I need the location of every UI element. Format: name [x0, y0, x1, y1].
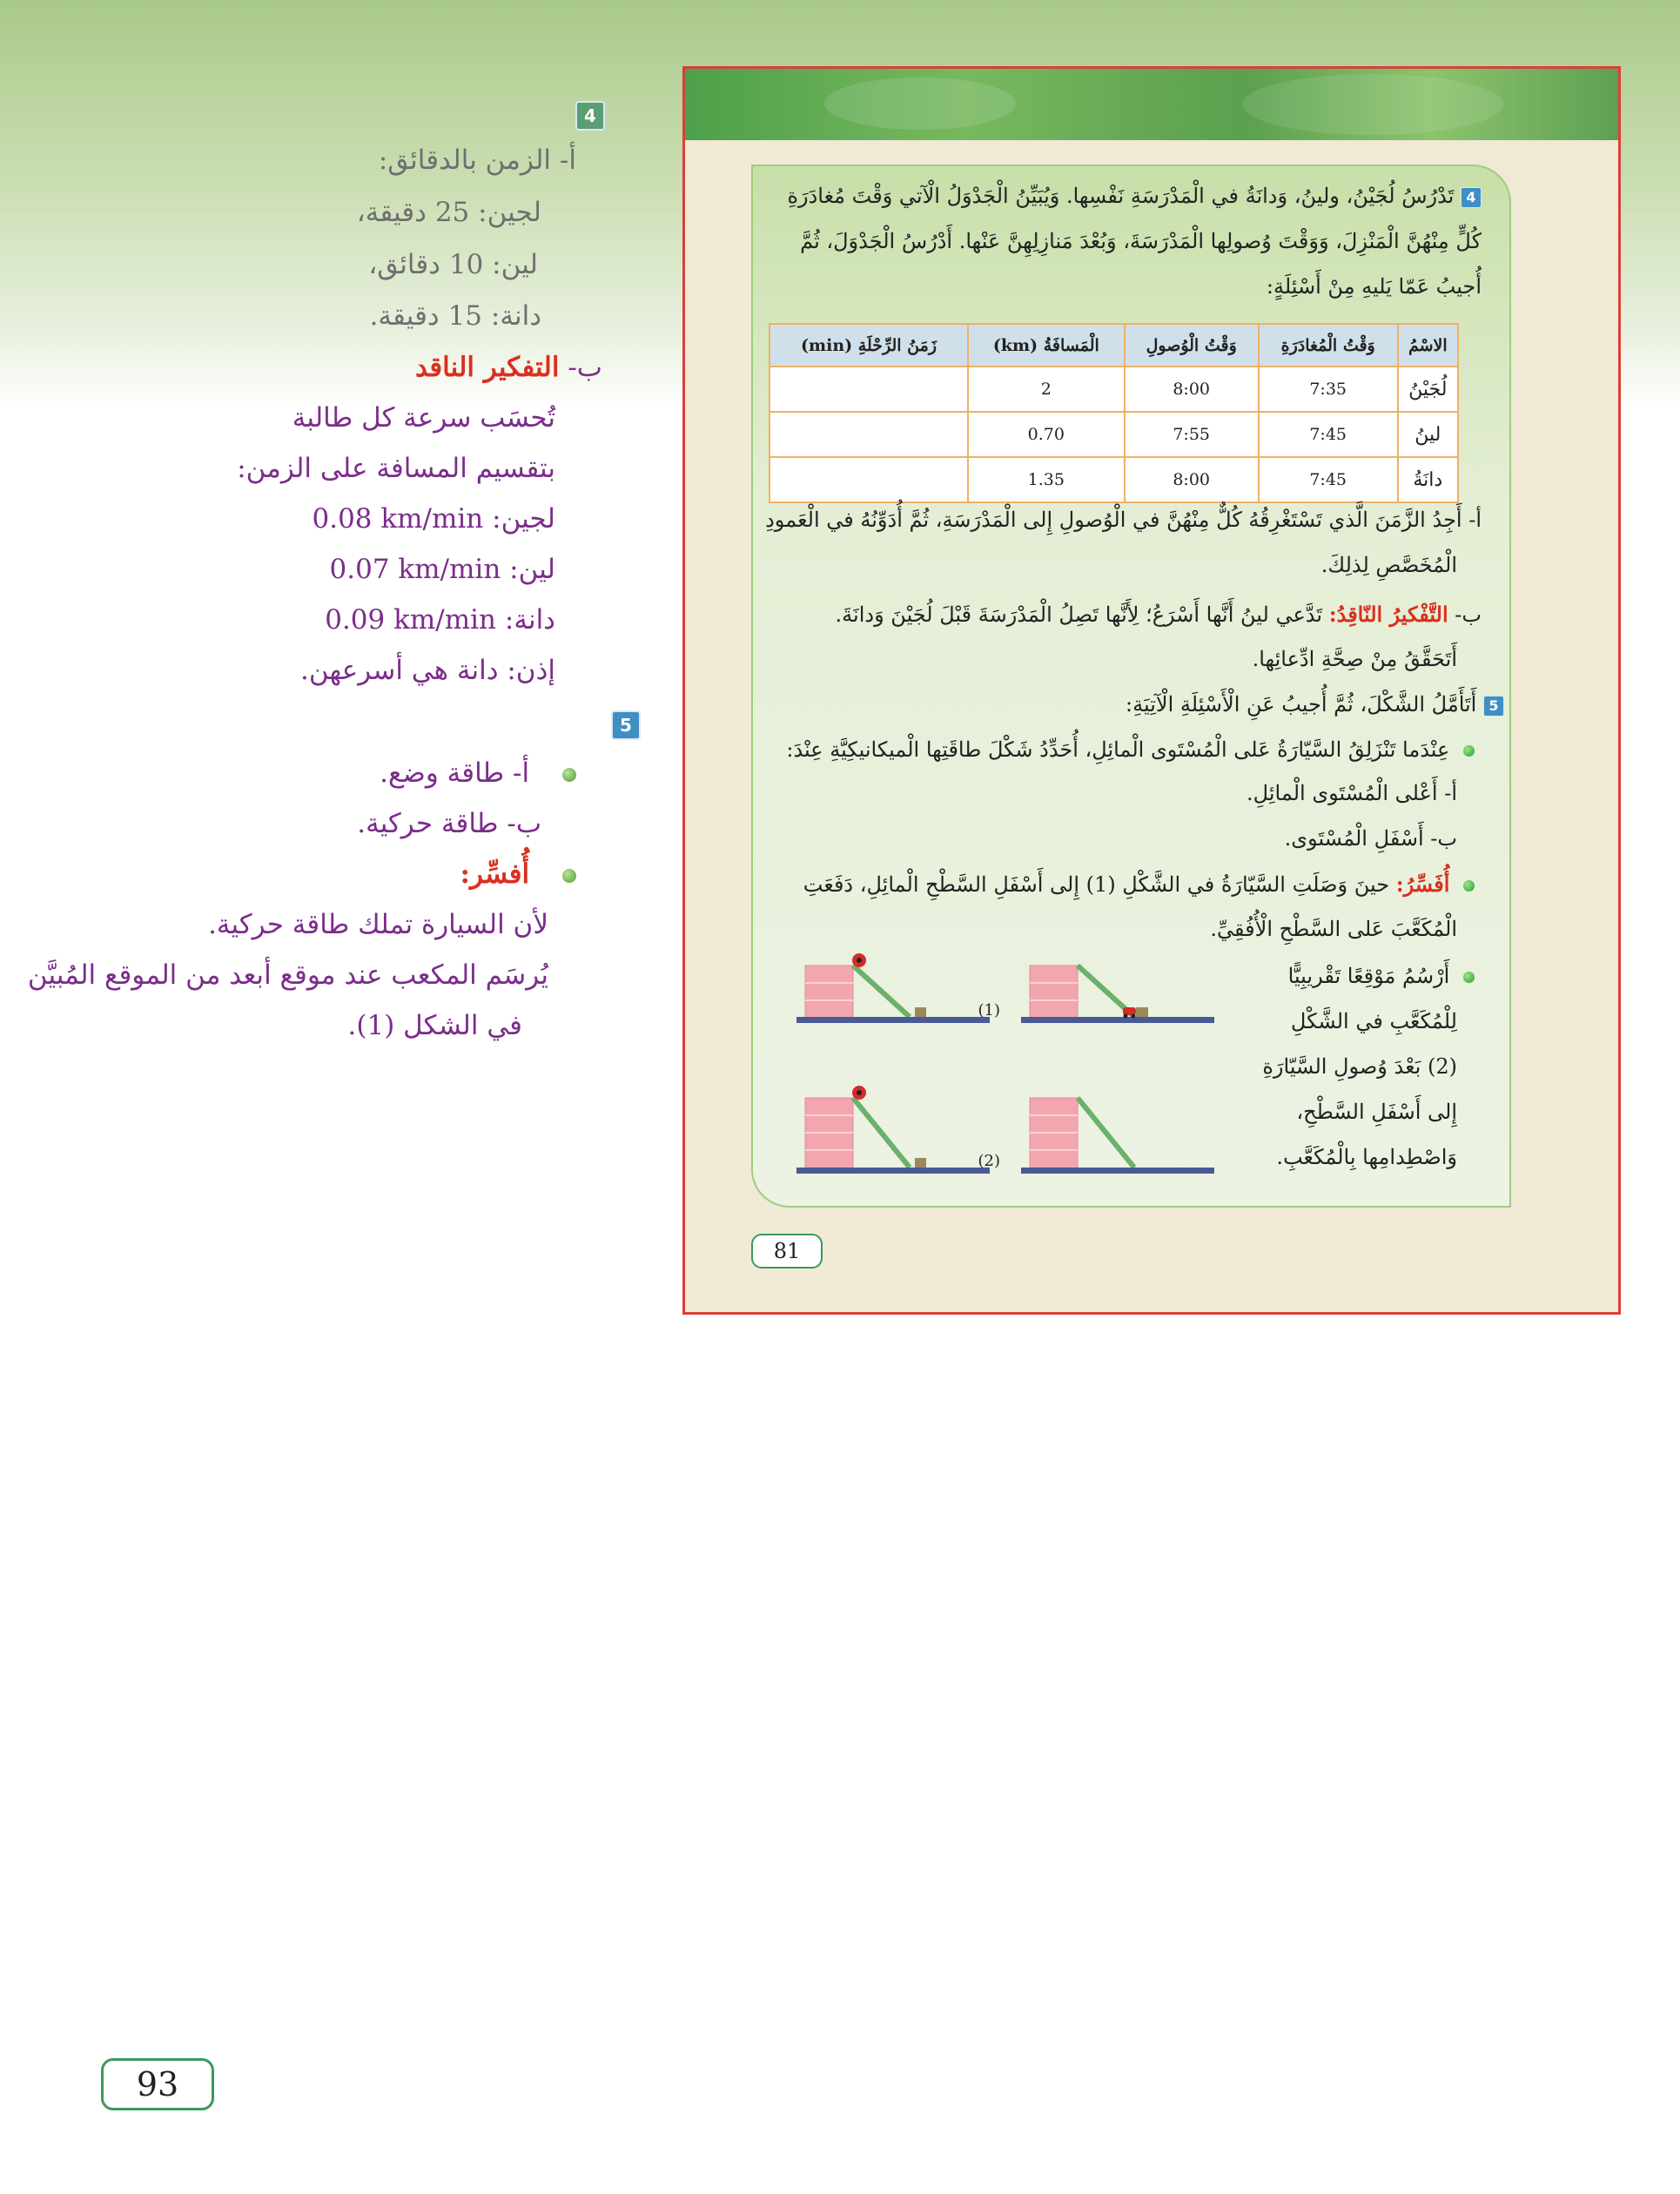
answer-4b-heading: [415, 352, 602, 383]
header-name: الاسْمُ: [1398, 324, 1458, 367]
answer-5-explain-heading: أُفسِّر:: [460, 858, 577, 890]
q5-bullet1: عِنْدَما تَنْزَلِقُ السَّيّارَةُ عَلى الْمُسْتَوى الْمائِلِ، أُحَدِّدُ شَكْلَ طاقَتِها الْميكانيكِيَّةِ عِنْدَ:: [786, 737, 1475, 762]
bullet-dot-icon: [1463, 972, 1475, 983]
q5-bullet3-line2: لِلْمُكَعَّبِ في الشَّكْلِ: [1290, 1009, 1457, 1033]
answer-4b-title: التفكير الناقد: [415, 352, 560, 383]
answer-5a: أ- طاقة وضع.: [380, 757, 576, 789]
critical-thinking-label: التَّفْكيرُ النّاقِدُ:: [1328, 602, 1448, 627]
answer-4b-conclusion: إذن: دانة هي أسرعهن.: [300, 655, 555, 686]
q5-bullet3-line1: أَرْسُمُ مَوْقِعًا تَقْريبِيًّا: [1288, 964, 1475, 988]
answer-key-column: [0, 0, 679, 1132]
answer-5b: ب- طاقة حركية.: [357, 808, 541, 839]
incline-figures: [779, 950, 1232, 1187]
header-distance: الْمَسافَةُ (km): [968, 324, 1125, 367]
q4-line3: أُجيبُ عَمّا يَليهِ مِنْ أَسْئِلَةٍ:: [1266, 274, 1482, 299]
header-trip-time: زَمَنُ الرِّحْلَةِ (min): [769, 324, 968, 367]
answer-4a-jeen: لجين: 25 دقيقة،: [356, 197, 541, 228]
q5-bullet3-line5: وَاصْطِدامِها بِالْمُكَعَّبِ.: [1276, 1145, 1457, 1169]
bullet-dot-icon: [562, 768, 576, 782]
q4b-line1: ب- التَّفْكيرُ النّاقِدُ: تَدَّعي لينُ أَنَّها أَسْرَعُ؛ لِأَنَّها تَصِلُ الْمَدْرَسَةَ قَبْلَ لُجَيْنَ وَدانَةَ.: [835, 602, 1482, 627]
table-row: لُجَيْنُ 7:35 8:00 2: [769, 367, 1458, 412]
q4-line1: 4 تَدْرُسُ لُجَيْنُ، ولينُ، وَدانَةُ في الْمَدْرَسَةِ نَفْسِها. وَيُبَيِّنُ الْجَدْوَلُ الْآتي وَقْتَ مُغادَرَةِ: [787, 184, 1482, 208]
figure-1-label: (1): [978, 1001, 1000, 1020]
q5-bullet2-line2: الْمُكَعَّبَ عَلى السَّطْحِ الْأُفُقِيِّ.: [1210, 917, 1457, 941]
answer-5-draw-line2: في الشكل (1).: [347, 1010, 522, 1041]
q5-bullet1-a: أ- أَعْلى الْمُسْتَوى الْمائِلِ.: [1247, 781, 1457, 805]
table-row: لينُ 7:45 7:55 0.70: [769, 412, 1458, 457]
figure-1-before: [1021, 966, 1214, 1023]
q5-bullet1-b: ب- أَسْفَلِ الْمُسْتَوى.: [1284, 826, 1457, 851]
table-row: دانَةُ 7:45 8:00 1.35: [769, 457, 1458, 502]
table-header-row: [769, 324, 1458, 367]
speed-jeen-label: لجين:: [492, 503, 555, 535]
q5-bullet3-line4: إِلى أَسْفَلِ السَّطْحِ،: [1296, 1100, 1457, 1124]
answer-5-explain-line: لأن السيارة تملك طاقة حركية.: [208, 909, 548, 940]
question-4-badge: 4: [575, 101, 605, 131]
q4a-line2: الْمُخَصَّصِ لِذلِكَ.: [1320, 553, 1457, 577]
answer-4a-title: أ- الزمن بالدقائق:: [378, 145, 576, 176]
bullet-dot-icon: [562, 869, 576, 883]
question-5-badge: 5: [611, 710, 641, 740]
figure-1-car-top: [796, 953, 990, 1023]
figure-2-label: (2): [978, 1152, 1000, 1170]
textbook-page-image: [682, 66, 1621, 1315]
answer-4a-leen: لين: 10 دقائق،: [368, 249, 538, 280]
answer-4b-jeen: [312, 503, 556, 535]
q4-line2: كُلٍّ مِنْهُنَّ الْمَنْزِلَ، وَوَقْتَ وُصولِها الْمَدْرَسَةَ، وَبُعْدَ مَنازِلِهِنَّ عَنْها. أَدْرُسُ الْجَدْوَلَ، ثُمَّ: [800, 229, 1482, 253]
speed-dana-label: دانة:: [504, 604, 555, 636]
answer-4b-prefix: ب-: [568, 352, 602, 383]
bullet-dot-icon: [1463, 880, 1475, 892]
speed-leen-label: لين:: [509, 554, 555, 585]
header-arrival: وَقْتُ الْوُصولِ: [1125, 324, 1259, 367]
header-departure: وَقْتُ الْمُغادَرَةِ: [1259, 324, 1398, 367]
q4a-line1: أ- أَجِدُ الزَّمَنَ الَّذي تَسْتَغْرِقُهُ كُلٌّ مِنْهُنَّ في الْوُصولِ إِلى الْمَدْرَسَةِ، ثُمَّ أُدَوِّنُهُ في الْعَمودِ: [765, 508, 1482, 532]
q5-intro: 5 أَتَأَمَّلُ الشَّكْلَ، ثُمَّ أُجيبُ عَنِ الْأَسْئِلَةِ الْآتِيَةِ:: [1126, 692, 1504, 717]
q5-bullet2-line1: أُفَسِّرُ: حينَ وَصَلَتِ السَّيّارَةُ في الشَّكْلِ (1) إِلى أَسْفَلِ السَّطْحِ الْمائِلِ، دَفَعَتِ: [803, 872, 1475, 897]
school-trip-table: [769, 323, 1459, 503]
q4-number: 4: [1461, 187, 1482, 208]
answer-4b-dana: [325, 604, 555, 636]
figure-2-car-top: [796, 1086, 990, 1174]
answer-4a-dana: دانة: 15 دقيقة.: [369, 300, 541, 332]
speed-leen-value: 0.07 km/min: [329, 554, 501, 585]
answer-4b-line1: تُحسَب سرعة كل طالبة: [292, 402, 555, 434]
answer-5-draw-line1: يُرسَم المكعب عند موقع أبعد من الموقع المُبيَّن: [27, 959, 548, 991]
speed-dana-value: 0.09 km/min: [325, 604, 497, 636]
figure-2-empty: [1021, 1098, 1214, 1174]
answer-4b-line2: بتقسيم المسافة على الزمن:: [237, 453, 555, 484]
answer-4b-leen: [330, 554, 555, 585]
page-header-banner: [685, 69, 1618, 140]
q5-bullet3-line3: (2) بَعْدَ وُصولِ السَّيّارَةِ: [1262, 1054, 1457, 1079]
q5-number: 5: [1483, 696, 1504, 717]
exercise-panel: [751, 165, 1511, 1208]
q4b-line2: أَتَحَقَّقُ مِنْ صِحَّةِ ادِّعائِها.: [1252, 647, 1457, 671]
textbook-page-number: 81: [751, 1234, 823, 1269]
page-number: 93: [101, 2058, 214, 2110]
explain-label: أُفَسِّرُ:: [1395, 872, 1450, 897]
speed-jeen-value: 0.08 km/min: [312, 503, 484, 535]
bullet-dot-icon: [1463, 745, 1475, 757]
